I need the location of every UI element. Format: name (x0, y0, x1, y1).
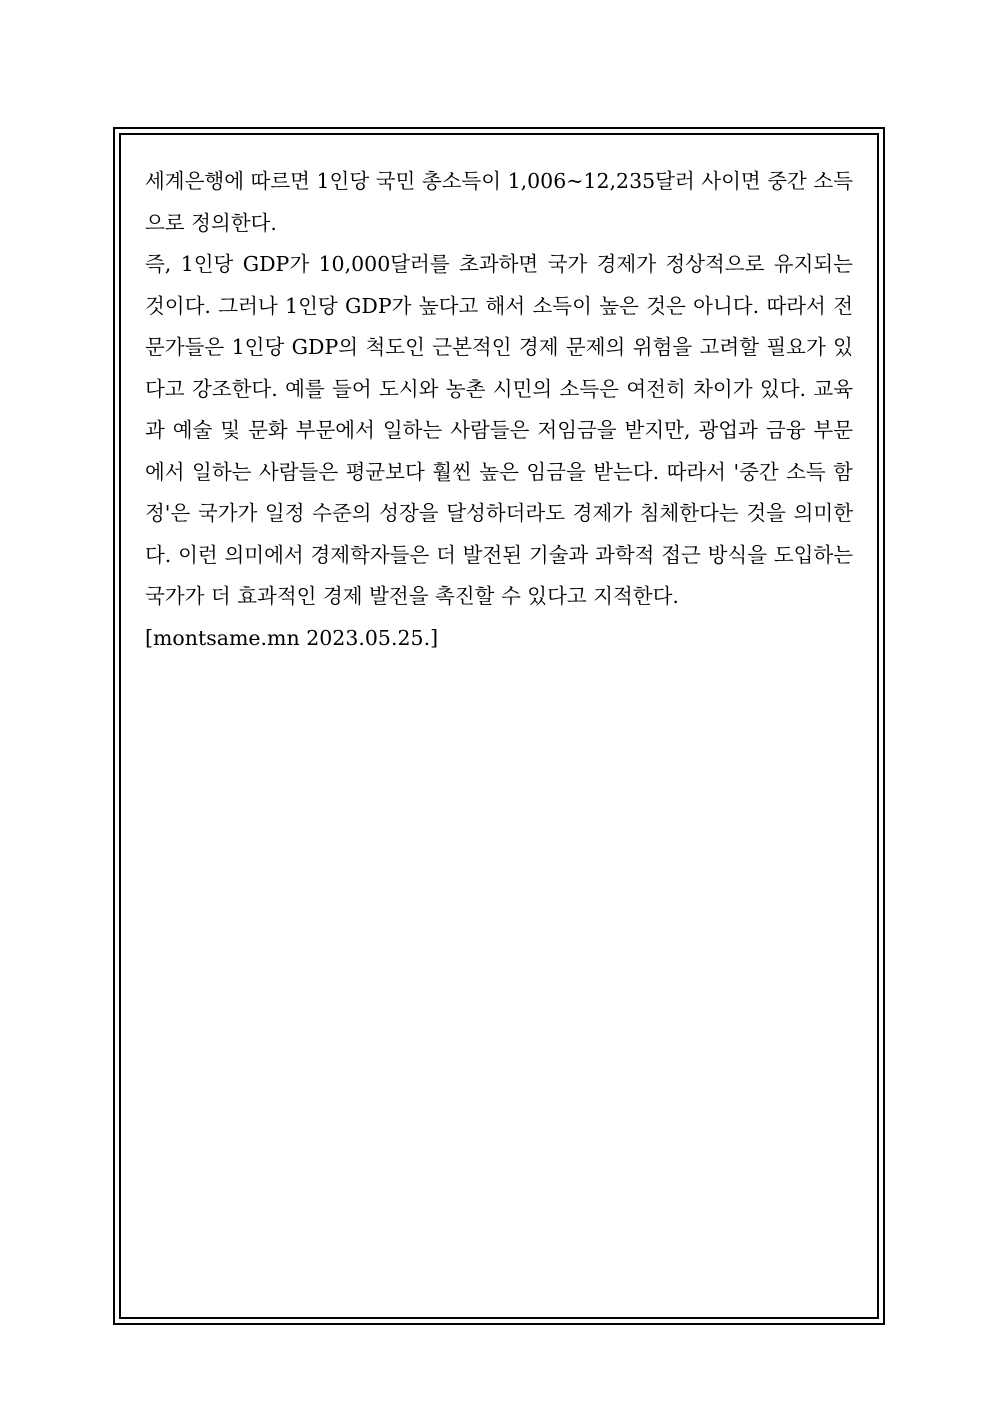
article-body (145, 161, 853, 659)
paragraph-definition: 세계은행에 따르면 1인당 국민 총소득이 1,006~12,235달러 사이면 중간 소득으로 정의한다. (145, 169, 853, 235)
document-frame-inner (119, 133, 879, 1319)
source-citation: [montsame.mn 2023.05.25.] (145, 625, 439, 650)
document-frame-outer (113, 127, 885, 1325)
paragraph-analysis: 즉, 1인당 GDP가 10,000달러를 초과하면 국가 경제가 정상적으로 유지되는 것이다. 그러나 1인당 GDP가 높다고 해서 소득이 높은 것은 아니다. 따라서 전문가들은 1인당 GDP의 척도인 근본적인 경제 문제의 위험을 고려할 필요가 있다고 강조한다. 예를 들어 도시와 농촌 시민의 소득은 여전히 차이가 있다. 교육과 예술 및 문화 부문에서 일하는 사람들은 저임금을 받지만, 광업과 금융 부문에서 일하는 사람들은 평균보다 훨씬 높은 임금을 받는다. 따라서 '중간 소득 함정'은 국가가 일정 수준의 성장을 달성하더라도 경제가 침체한다는 것을 의미한다. 이런 의미에서 경제학자들은 더 발전된 기술과 과학적 접근 방식을 도입하는 국가가 더 효과적인 경제 발전을 촉진할 수 있다고 지적한다. (145, 252, 853, 608)
